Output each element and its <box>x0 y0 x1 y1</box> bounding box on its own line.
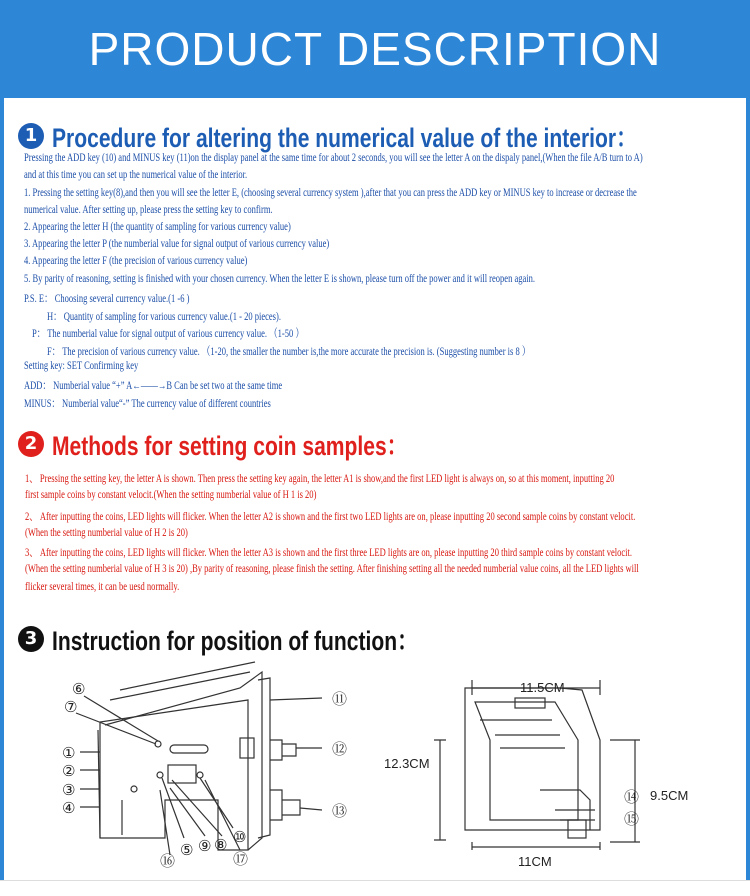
section1-title: Procedure for altering the numerical value of the interior： <box>52 123 638 153</box>
section1-line: P.S. E： Choosing several currency value.(1 -6 ) <box>24 293 190 305</box>
section2-line: 3、 After inputting the coins, LED lights will flicker. When the letter A3 is shown and the first three LED lights are on, please inputting 20 third sample coins by constant velocit. <box>25 547 633 559</box>
section1-line: 1. Pressing the setting key(8),and then you will see the letter E, (choosing several currency system ),after that you can press the ADD key or MINUS key to increase or decrease the <box>24 187 637 199</box>
dim-width-bottom: 11CM <box>518 854 552 869</box>
section2-line: first sample coins by constant velocit.(When the setting numberial value of H 1 is 20) <box>25 489 317 501</box>
footer-strip <box>0 880 750 896</box>
callout-6: ⑥ <box>72 680 86 698</box>
callout-11: ⑪ <box>332 690 348 708</box>
section2-title: Methods for setting coin samples： <box>52 431 408 461</box>
section1-line: Setting key: SET Confirming key <box>24 360 139 372</box>
section1-line: ADD： Numberial value “+” A←——→B Can be set two at the same time <box>24 380 283 392</box>
section2-line: flicker several times, it can be uesd normally. <box>25 581 180 593</box>
section3-title: Instruction for position of function： <box>52 626 419 656</box>
callout-9: ⑨ <box>198 837 212 855</box>
section1-heading <box>18 116 750 155</box>
section1-line: MINUS： Numberial value“-” The currency value of different countries <box>24 398 271 410</box>
dim-height: 12.3CM <box>384 756 430 771</box>
callout-16: ⑯ <box>160 852 176 870</box>
section1-line: 5. By parity of reasoning, setting is finished with your chosen currency. When the letter E is shown, please turn off the power and it will reopen again. <box>24 273 536 285</box>
section1-line: P： The numberial value for signal output of various currency value. （1-50 ） <box>32 328 304 340</box>
callout-8: ⑧ <box>214 836 228 854</box>
callout-4: ④ <box>62 799 76 817</box>
callout-5: ⑤ <box>180 841 194 859</box>
callout-17: ⑰ <box>233 850 249 868</box>
header-banner <box>0 0 750 96</box>
callout-15: ⑮ <box>624 810 640 828</box>
section1-line: 3. Appearing the letter P (the numberial value for signal output of various currency value) <box>24 238 330 250</box>
section1-line: numerical value. After setting up, please press the setting key to confirm. <box>24 204 273 216</box>
section1-line: H： Quantity of sampling for various currency value.(1 - 20 pieces). <box>47 311 281 323</box>
callout-14: ⑭ <box>624 788 640 806</box>
section2-line: 2、 After inputting the coins, LED lights will flicker. When the letter A2 is shown and the first two LED lights are on, please inputting 20 second sample coins by constant velocit. <box>25 511 636 523</box>
callout-3: ③ <box>62 781 76 799</box>
number-badge: 1 <box>18 123 44 149</box>
section2-line: (When the setting numberial value of H 2 is 20) <box>25 527 188 539</box>
dim-width-top: 11.5CM <box>520 680 565 695</box>
callout-2: ② <box>62 762 76 780</box>
number-badge: 3 <box>18 626 44 652</box>
callout-12: ⑫ <box>332 740 348 758</box>
callout-10: ⑩ <box>233 828 247 846</box>
section3-heading <box>18 619 521 658</box>
page-title: PRODUCT DESCRIPTION <box>88 23 662 75</box>
section1-line: and at this time you can set up the numerical value of the interior. <box>24 169 248 181</box>
section1-line: 4. Appearing the letter F (the precision of various currency value) <box>24 255 248 267</box>
section2-heading <box>18 424 508 463</box>
section2-line: 1、 Pressing the setting key, the letter A is shown. Then press the setting key again, the letter A1 is show,and the first LED light is always on, so at this moment, inputting 20 <box>25 473 615 485</box>
number-badge: 2 <box>18 431 44 457</box>
section1-line: Pressing the ADD key (10) and MINUS key (11)on the display panel at the same time for about 2 seconds, you will see the letter A on the dispaly panel,(When the file A/B turn to A) <box>24 152 643 164</box>
section1-line: F： The precision of various currency value. （1-20, the smaller the number is,the more accurate the precision is. (Suggesting number is 8 ） <box>47 346 531 358</box>
dim-depth: 9.5CM <box>650 788 689 803</box>
section1-line: 2. Appearing the letter H (the quantity of sampling for various currency value) <box>24 221 291 233</box>
section2-line: (When the setting numberial value of H 3 is 20) ,By parity of reasoning, please finish the setting. After finishing setting all the needed numberial value coins, all the LED lights will <box>25 563 639 575</box>
callout-7: ⑦ <box>64 698 78 716</box>
callout-1: ① <box>62 744 76 762</box>
callout-13: ⑬ <box>332 802 348 820</box>
